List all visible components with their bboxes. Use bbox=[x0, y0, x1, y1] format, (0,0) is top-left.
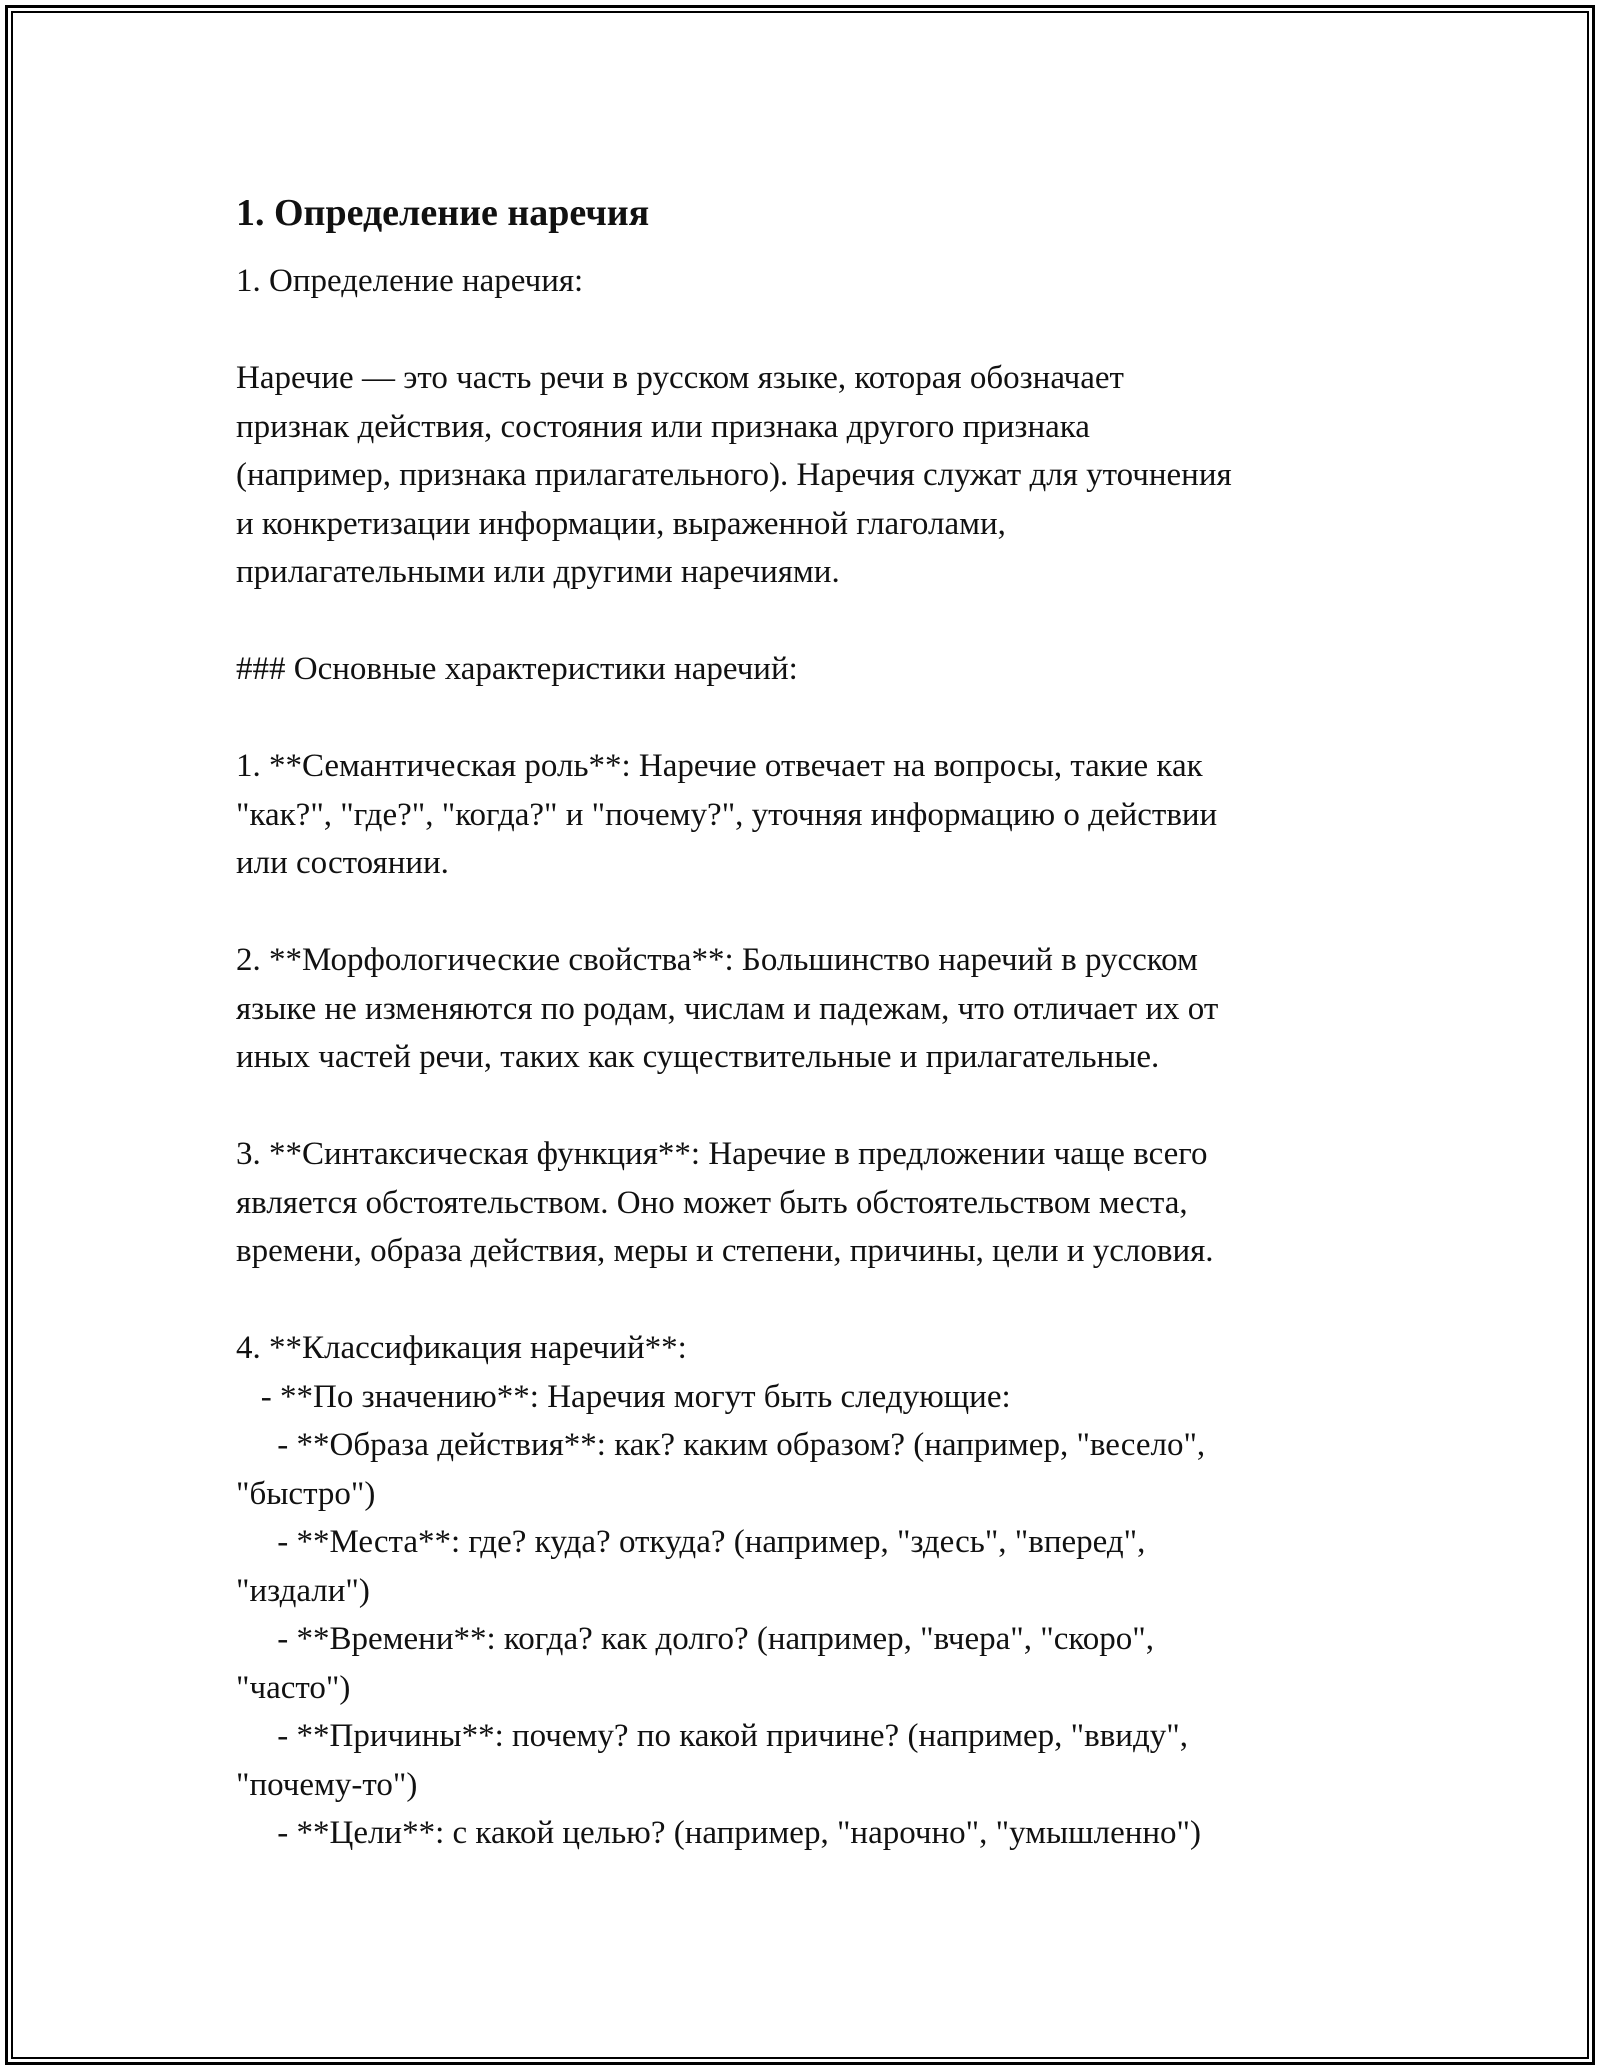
text-line: ### Основные характеристики наречий: bbox=[236, 651, 798, 687]
blank-line bbox=[236, 1276, 1366, 1325]
text-line: "как?", "где?", "когда?" и "почему?", уточняя информацию о действии bbox=[236, 796, 1218, 833]
text-line: языке не изменяются по родам, числам и падежам, что отличает их от bbox=[236, 990, 1219, 1027]
text-line: Наречие — это часть речи в русском языке, которая обозначает bbox=[236, 360, 1124, 396]
text-line: "быстро") bbox=[236, 1475, 376, 1512]
blank-line bbox=[236, 306, 1366, 355]
text-line: "издали") bbox=[236, 1572, 370, 1609]
blank-line bbox=[236, 1082, 1366, 1131]
text-line: иных частей речи, таких как существительные и прилагательные. bbox=[236, 1039, 1160, 1075]
text-line: 3. **Синтаксическая функция**: Наречие в предложении чаще всего bbox=[236, 1136, 1208, 1172]
blank-line bbox=[236, 694, 1366, 743]
document-body bbox=[236, 257, 1366, 1858]
text-line: прилагательными или другими наречиями. bbox=[236, 554, 840, 590]
text-line: "часто") bbox=[236, 1669, 351, 1706]
text-line: - **Образа действия**: как? каким образом? (например, "весело", bbox=[236, 1427, 1206, 1463]
blank-line bbox=[236, 888, 1366, 937]
text-line: является обстоятельством. Оно может быть обстоятельством места, bbox=[236, 1184, 1188, 1221]
text-line: - **Цели**: с какой целью? (например, "нарочно", "умышленно") bbox=[236, 1815, 1201, 1851]
text-line: (например, признака прилагательного). Наречия служат для уточнения bbox=[236, 457, 1232, 493]
text-line: "почему-то") bbox=[236, 1766, 418, 1803]
text-line: 4. **Классификация наречий**: bbox=[236, 1330, 687, 1366]
text-line: 1. **Семантическая роль**: Наречие отвечает на вопросы, такие как bbox=[236, 748, 1203, 784]
text-line: и конкретизации информации, выраженной глаголами, bbox=[236, 505, 1006, 542]
text-line: - **Времени**: когда? как долго? (например, "вчера", "скоро", bbox=[236, 1621, 1154, 1657]
document-title: 1. Определение наречия bbox=[236, 192, 650, 234]
text-line: времени, образа действия, меры и степени, причины, цели и условия. bbox=[236, 1233, 1214, 1269]
text-line: - **Места**: где? куда? откуда? (например, "здесь", "вперед", bbox=[236, 1524, 1146, 1560]
text-line: - **По значению**: Наречия могут быть следующие: bbox=[236, 1378, 1011, 1415]
blank-line bbox=[236, 597, 1366, 646]
text-line: 1. Определение наречия: bbox=[236, 263, 584, 299]
text-line: или состоянии. bbox=[236, 845, 449, 881]
text-line: признак действия, состояния или признака другого признака bbox=[236, 408, 1090, 445]
document-page bbox=[236, 185, 1366, 1858]
text-line: 2. **Морфологические свойства**: Большинство наречий в русском bbox=[236, 942, 1198, 978]
text-line: - **Причины**: почему? по какой причине? (например, "ввиду", bbox=[236, 1718, 1188, 1754]
